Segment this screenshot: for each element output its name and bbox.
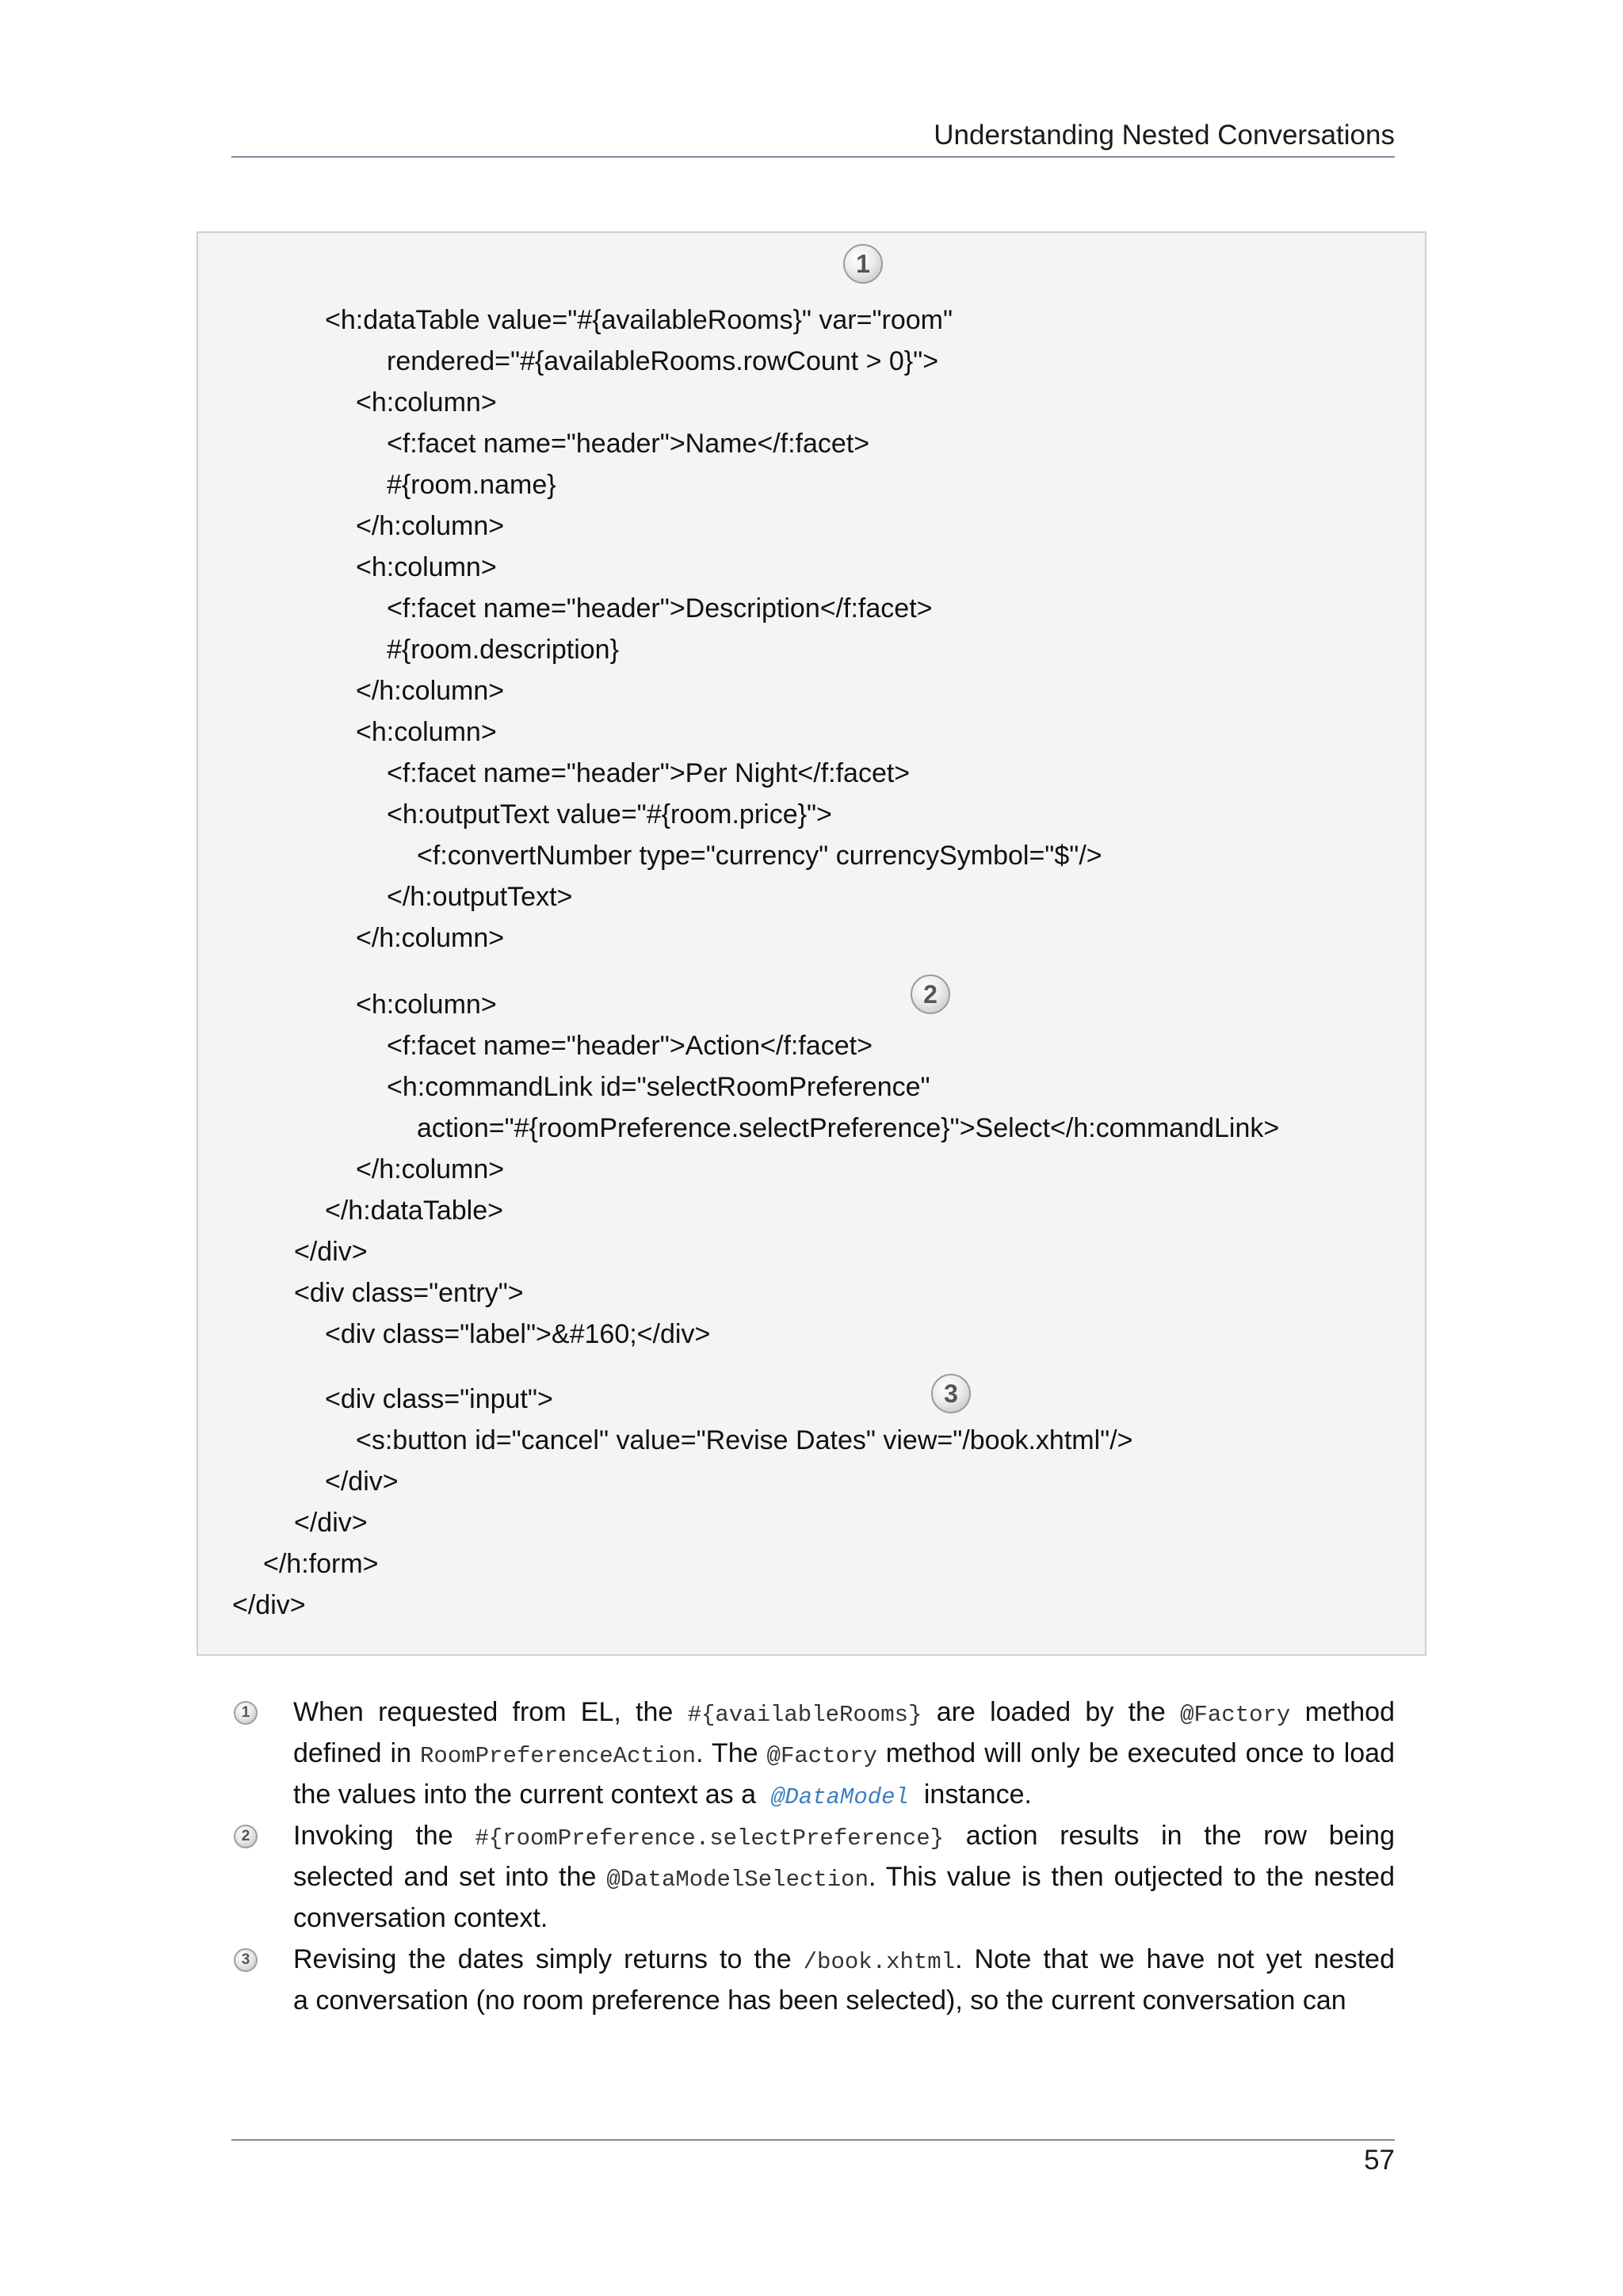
- note-3-line-1: Revising the dates simply returns to the /book.xhtml. Note that we have not yet nested: [293, 1944, 1395, 1975]
- code-line: </h:column>: [356, 676, 505, 706]
- header-rule: [231, 156, 1395, 158]
- note-3-line-2: a conversation (no room preference has been selected), so the current conversation can: [293, 1985, 1346, 2016]
- code-line: <div class="label">&#160;</div>: [325, 1319, 711, 1349]
- code-line: action="#{roomPreference.selectPreference}">Select</h:commandLink>: [417, 1113, 1280, 1143]
- code-line: <h:commandLink id="selectRoomPreference": [387, 1072, 930, 1102]
- code-line: #{room.description}: [387, 635, 619, 665]
- code-line: <h:column>: [356, 552, 497, 582]
- code-line: <h:column>: [356, 717, 497, 747]
- note-1-line-3: the values into the current context as a @DataModel instance.: [293, 1779, 1032, 1810]
- code-line: </div>: [325, 1466, 399, 1497]
- code-line: </h:dataTable>: [325, 1196, 503, 1226]
- callout-2: 2: [911, 974, 950, 1014]
- code-line: </div>: [232, 1590, 306, 1620]
- code-line: #{room.name}: [387, 470, 556, 500]
- datamodel-link[interactable]: @DataModel: [770, 1784, 909, 1810]
- page-number: 57: [1364, 2145, 1395, 2176]
- callout-1: 1: [843, 244, 883, 284]
- note-callout-1: 1: [234, 1701, 258, 1725]
- code-line: <f:facet name="header">Description</f:facet>: [387, 593, 933, 624]
- code-line: rendered="#{availableRooms.rowCount > 0}">: [387, 346, 939, 376]
- code-line: <div class="entry">: [294, 1278, 524, 1308]
- code-line: <f:facet name="header">Per Night</f:facet>: [387, 758, 911, 788]
- code-line: </h:column>: [356, 511, 505, 541]
- code-line: </div>: [294, 1237, 368, 1267]
- note-callout-2: 2: [234, 1825, 258, 1848]
- code-line: </div>: [294, 1508, 368, 1538]
- callout-3: 3: [931, 1374, 971, 1413]
- code-line: </h:outputText>: [387, 882, 573, 912]
- code-line: </h:form>: [263, 1549, 379, 1579]
- code-line: <h:column>: [356, 990, 497, 1020]
- code-line: <h:dataTable value="#{availableRooms}" var="room": [325, 305, 953, 335]
- code-line: </h:column>: [356, 923, 505, 953]
- code-line: <div class="input">: [325, 1384, 553, 1414]
- page-header-title: Understanding Nested Conversations: [934, 120, 1395, 151]
- code-line: <h:outputText value="#{room.price}">: [387, 799, 832, 830]
- code-line: <f:facet name="header">Action</f:facet>: [387, 1031, 873, 1061]
- note-2-line-2: selected and set into the @DataModelSelection. This value is then outjected to the nested: [293, 1862, 1395, 1893]
- code-line: <f:convertNumber type="currency" currencySymbol="$"/>: [417, 841, 1102, 871]
- note-2-line-1: Invoking the #{roomPreference.selectPreference} action results in the row being: [293, 1821, 1395, 1852]
- note-1-line-1: When requested from EL, the #{availableRooms} are loaded by the @Factory method: [293, 1697, 1395, 1728]
- note-1-line-2: defined in RoomPreferenceAction. The @Factory method will only be executed once to load: [293, 1738, 1395, 1769]
- footer-rule: [231, 2139, 1395, 2141]
- note-callout-3: 3: [234, 1948, 258, 1972]
- code-line: </h:column>: [356, 1154, 505, 1184]
- note-2-line-3: conversation context.: [293, 1903, 548, 1933]
- code-line: <f:facet name="header">Name</f:facet>: [387, 429, 870, 459]
- code-line: <h:column>: [356, 387, 497, 418]
- code-line: <s:button id="cancel" value="Revise Dates" view="/book.xhtml"/>: [356, 1425, 1133, 1455]
